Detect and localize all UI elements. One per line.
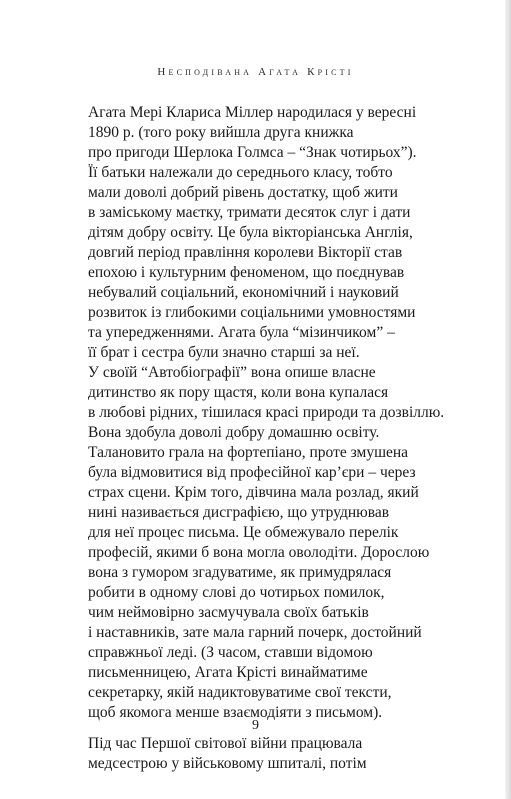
text-line: Талановито грала на фортепіано, проте змушена: [88, 444, 409, 461]
paragraph: [88, 103, 445, 723]
text-line: письменницею, Агата Крісті винайматиме: [88, 664, 368, 681]
text-line: медсестрою у військовому шпиталі, потім: [88, 755, 367, 772]
text-line: вона з гумором згадуватиме, як примудрялася: [88, 564, 392, 581]
text-line: небувалий соціальний, економічний і науковий: [88, 284, 399, 301]
text-line: щоб якомога менше взаємодіяти з письмом).: [88, 704, 383, 721]
text-line: чим неймовірно засмучувала своїх батьків: [88, 604, 369, 621]
body-text: [88, 103, 445, 774]
text-line: професій, якими б вона могла оволодіти. Дорослою: [88, 544, 430, 561]
text-line: для неї процес письма. Це обмежувало перелік: [88, 524, 399, 541]
running-header: Несподівана Агата Крісті: [157, 66, 354, 78]
text-line: її брат і сестра були значно старші за неї.: [88, 344, 360, 361]
text-line: Вона здобула доволі добру домашню освіту.: [88, 424, 380, 441]
text-line: та упередженнями. Агата була “мізинчиком” –: [88, 324, 395, 341]
text-line: Її батьки належали до середнього класу, тобто: [88, 164, 393, 181]
text-line: епохою і культурним феноменом, що поєднував: [88, 264, 405, 281]
text-line: мали доволі добрий рівень достатку, щоб жити: [88, 184, 398, 201]
text-line: про пригоди Шерлока Голмса – “Знак чотирьох”).: [88, 144, 417, 161]
text-line: справжньої леді. (З часом, ставши відомою: [88, 644, 373, 661]
text-line: дітям добру освіту. Це була вікторіанська Англія,: [88, 224, 413, 241]
text-line: робити в одному слові до чотирьох помилок,: [88, 584, 385, 601]
text-line: довгий період правління королеви Вікторії став: [88, 244, 403, 261]
text-line: страх сцени. Крім того, дівчина мала розлад, який: [88, 484, 419, 501]
text-line: була відмовитися від професійної кар’єри – через: [88, 464, 416, 481]
text-line: Агата Мері Клариса Міллер народилася у вересні: [88, 104, 417, 121]
text-line: секретарку, якій надиктовуватиме свої тексти,: [88, 684, 392, 701]
page-edge: [505, 0, 511, 799]
text-line: нині називається дисграфією, що утруднював: [88, 504, 390, 521]
text-line: розвиток із глибокими соціальними умовностями: [88, 304, 416, 321]
page-number: 9: [252, 718, 259, 733]
paragraph: [88, 734, 418, 774]
text-line: і наставників, зате мала гарний почерк, достойний: [88, 624, 422, 641]
text-line: Під час Першої світової війни працювала: [88, 735, 363, 752]
text-line: У своїй “Автобіографії” вона опише власне: [88, 364, 376, 381]
text-line: дитинство як пору щастя, коли вона купалася: [88, 384, 389, 401]
text-line: 1890 р. (того року вийшла друга книжка: [88, 124, 354, 141]
text-line: в любові рідних, тішилася красі природи та дозвіллю.: [88, 404, 445, 421]
text-line: в заміському маєтку, тримати десяток слуг і дати: [88, 204, 411, 221]
